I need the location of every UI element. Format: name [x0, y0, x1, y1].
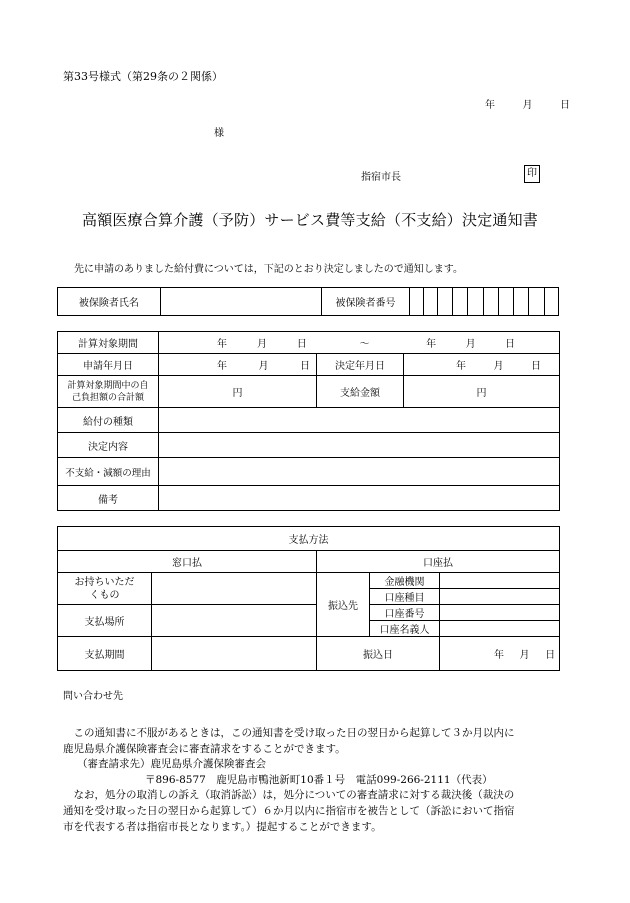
note-line: この通知書に不服があるときは，この通知書を受け取った日の翌日から起算して３か月以内に [63, 727, 515, 739]
self-burden-label: 計算対象期間中の自 己負担額の合計額 [58, 376, 159, 408]
reason-field[interactable] [159, 458, 560, 486]
bring-items-field[interactable] [152, 573, 317, 605]
account-type-field[interactable] [440, 589, 560, 605]
payment-amount-label: 支給金額 [317, 376, 404, 408]
insured-name-label: 被保険者氏名 [58, 288, 161, 316]
bank-field[interactable] [440, 573, 560, 589]
benefit-table [57, 331, 560, 511]
application-date-field[interactable]: 年 月 日 [159, 354, 317, 376]
form-number: 第33号様式（第29条の２関係） [63, 70, 223, 83]
payment-period-field[interactable] [152, 637, 317, 671]
payment-period-label: 支払期間 [58, 637, 152, 671]
month-label: 月 [522, 100, 533, 111]
note-line: （審査請求先）鹿児島県介護保険審査会 [77, 758, 266, 771]
inquiry-label: 問い合わせ先 [63, 691, 123, 702]
bank-label: 金融機関 [370, 573, 440, 589]
addressee-suffix: 様 [214, 128, 224, 139]
day-label: 日 [560, 100, 570, 111]
transfer-date-field[interactable]: 年 月 日 [440, 637, 560, 671]
benefit-type-field[interactable] [159, 408, 560, 433]
note-line: 市を代表する者は指宿市長となります。）提起することができます。 [63, 820, 382, 833]
issuer: 指宿市長 [361, 172, 401, 183]
insured-table [57, 287, 559, 316]
note-line: 鹿児島県介護保険審査会に審査請求をすることができます。 [63, 742, 346, 755]
account-holder-field[interactable] [440, 621, 560, 637]
document-title: 高額医療合算介護（予防）サービス費等支給（不支給）決定通知書 [82, 211, 539, 229]
period-tilde: ～ [359, 339, 370, 350]
account-type-label: 口座種目 [370, 589, 440, 605]
decision-content-label: 決定内容 [58, 433, 159, 458]
reason-label: 不支給・減額の理由 [58, 458, 159, 486]
insured-name-field[interactable] [160, 288, 321, 316]
bring-items-label: お持ちいただ くもの [58, 573, 152, 605]
benefit-type-label: 給付の種類 [58, 408, 159, 433]
note-line: なお，処分の取消しの訴え（取消訴訟）は，処分についての審査請求に対する裁決後（裁決の [63, 789, 515, 802]
period-field[interactable]: 年 月 日 ～ 年 月 日 [159, 332, 560, 354]
insured-number-digit[interactable] [529, 288, 544, 316]
remarks-field[interactable] [159, 486, 560, 511]
period-label: 計算対象期間 [58, 332, 159, 354]
payment-place-label: 支払場所 [58, 605, 152, 637]
payment-amount-field[interactable]: 円 [404, 376, 560, 408]
payment-table [57, 526, 560, 671]
insured-number-digit[interactable] [514, 288, 529, 316]
insured-number-digit[interactable] [453, 288, 468, 316]
decision-date-field[interactable]: 年 月 日 [404, 354, 560, 376]
transfer-dest-label: 振込先 [317, 573, 370, 637]
account-holder-label: 口座名義人 [370, 621, 440, 637]
remarks-label: 備考 [58, 486, 159, 511]
counter-payment-label: 窓口払 [58, 551, 317, 573]
insured-number-digit[interactable] [423, 288, 437, 316]
seal-box: 印 [524, 165, 540, 183]
decision-content-field[interactable] [159, 433, 560, 458]
insured-number-digit[interactable] [437, 288, 452, 316]
account-number-label: 口座番号 [370, 605, 440, 621]
note-line: 〒896-8577 鹿児島市鴨池新町10番１号 電話099-266-2111（代表） [145, 773, 493, 786]
decision-date-label: 決定年月日 [317, 354, 404, 376]
date-line [485, 96, 570, 111]
application-date-label: 申請年月日 [58, 354, 159, 376]
insured-number-label: 被保険者番号 [321, 288, 410, 316]
year-label: 年 [485, 100, 495, 111]
insured-number-digit[interactable] [544, 288, 558, 316]
transfer-date-label: 振込日 [317, 637, 440, 671]
intro-text: 先に申請のありました給付費については，下記のとおり決定しましたので通知します。 [74, 264, 463, 275]
payment-place-field[interactable] [152, 605, 317, 637]
insured-number-digit[interactable] [483, 288, 498, 316]
account-payment-label: 口座払 [317, 551, 560, 573]
account-number-field[interactable] [440, 605, 560, 621]
appeal-notes [63, 726, 573, 835]
note-line: 通知を受け取った日の翌日から起算して）６か月以内に指宿市を被告として（訴訟において指宿 [63, 804, 515, 817]
self-burden-field[interactable]: 円 [159, 376, 317, 408]
insured-number-digit[interactable] [468, 288, 483, 316]
insured-number-digit[interactable] [498, 288, 513, 316]
insured-number-digit[interactable] [410, 288, 423, 316]
payment-method-label: 支払方法 [58, 527, 560, 551]
